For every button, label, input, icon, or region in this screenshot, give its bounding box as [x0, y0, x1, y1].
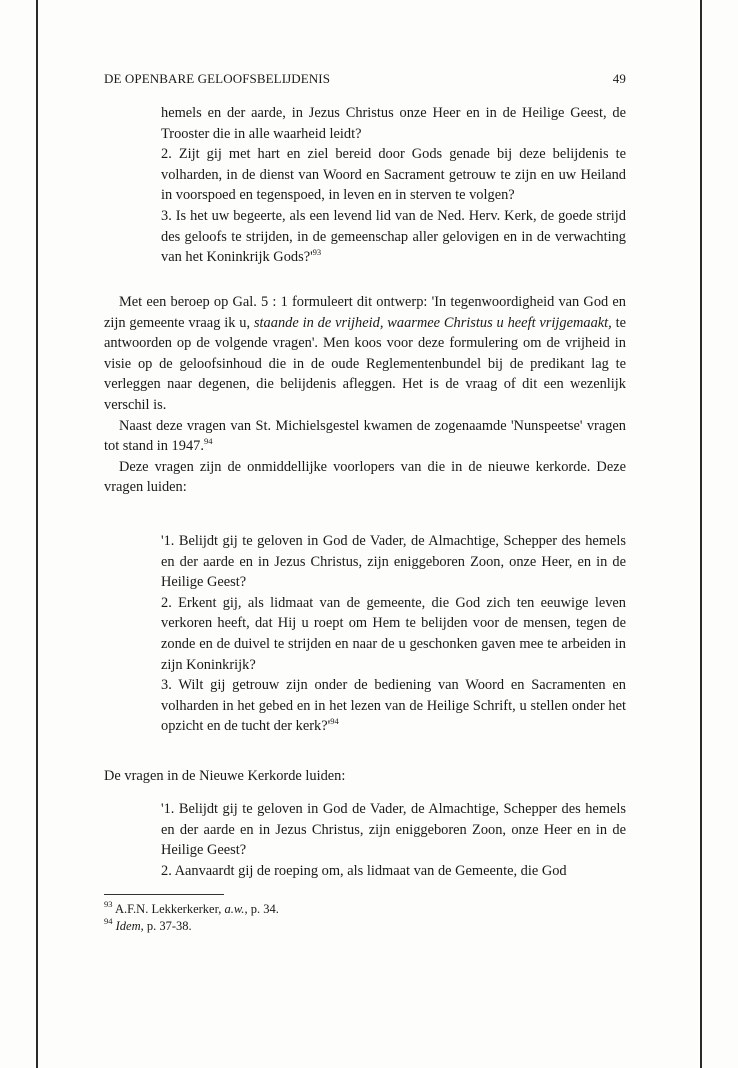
footnote-author: A.F.N. Lekkerkerker,: [114, 902, 225, 916]
footnote-rest: , p. 34.: [244, 902, 279, 916]
paragraph: De vragen in de Nieuwe Kerkorde luiden:: [104, 768, 346, 784]
footnote-italic: Idem,: [115, 919, 144, 933]
quote-paragraph: '1. Belijdt gij te geloven in God de Vader, de Almachtige, Schepper des hemels en der aarde en in Jezus Christus, zijn eniggeboren Zoon, onze Heer en in de Heilige Geest?: [161, 801, 626, 859]
text-run: te antwoorden op de volgende vragen'. Men koos voor deze formulering om de vrijheid in visie op de geloofsinhoud die in de oude Reglementenbundel bij de predikant lag te verleggen naar degenen, die belijdenis afleggen. Het is de vraag of dit een wezenlijk verschil is.: [104, 314, 627, 413]
footnote-number: 94: [104, 916, 113, 926]
body-text-1: [104, 292, 626, 498]
quote-text: 3. Is het uw begeerte, als een levend lid van de Ned. Herv. Kerk, de goede strijd des geloofs te strijden, in de gemeenschap aller gelovigen en in de verwachting van het Koninkrijk Gods?': [161, 207, 626, 266]
left-binding-line: [36, 0, 38, 1068]
footnote-ref: 94: [203, 436, 213, 447]
footnote-ref: 94: [330, 716, 339, 727]
quote-paragraph: 2. Aanvaardt gij de roeping om, als lidmaat van de Gemeente, die God: [161, 862, 567, 879]
page-number: 49: [612, 71, 626, 86]
footnote: [104, 918, 626, 935]
text-run: Naast deze vragen van St. Michielsgestel kwamen de zogenaamde 'Nunspeetse' vragen tot stand in 1947.: [104, 417, 626, 455]
paragraph: [104, 416, 626, 457]
running-title: DE OPENBARE GELOOFSBELIJDENIS: [104, 71, 331, 86]
footnote-number: 93: [104, 899, 113, 909]
paragraph: Deze vragen zijn de onmiddellijke voorlopers van die in de nieuwe kerkorde. Deze vragen luiden:: [104, 458, 626, 496]
quote-paragraph: [161, 206, 626, 268]
quote-block-1: [161, 103, 626, 268]
footnote: [104, 901, 626, 918]
footnotes: [104, 901, 626, 935]
quote-paragraph: 2. Erkent gij, als lidmaat van de gemeente, die God zich ten eeuwige leven verkoren heeft, dat Hij u roept om Hem te belijden voor de mensen, tegen de zonde en de duivel te strijden en naar de u geschonken gaven mee te arbeiden in zijn Koninkrijk?: [161, 594, 626, 673]
quote-paragraph: [161, 675, 626, 737]
paragraph: [104, 292, 626, 416]
quote-paragraph: 2. Zijt gij met hart en ziel bereid door Gods genade bij deze belijdenis te volharden, in de dienst van Woord en Sacrament getrouw te zijn en uw Heiland in voorspoed en tegenspoed, in leven en in sterven te volgen?: [161, 146, 626, 204]
quote-block-3: [161, 799, 626, 881]
right-binding-line: [700, 0, 702, 1068]
quote-paragraph: '1. Belijdt gij te geloven in God de Vader, de Almachtige, Schepper des hemels en der aarde en in Jezus Christus, zijn eniggeboren Zoon, onze Heer, en in de Heilige Geest?: [161, 533, 626, 591]
footnote-italic: a.w.: [224, 902, 245, 916]
text-run: Met een beroep op Gal. 5 : 1 formuleert dit ontwerp: 'In tegenwoordigheid van God en zijn gemeente vraag ik u,: [104, 294, 626, 331]
quote-block-2: [161, 531, 626, 737]
body-text-2: [104, 766, 626, 787]
italic-text: staande in de vrijheid, waarmee Christus u heeft vrijgemaakt,: [253, 314, 612, 331]
quote-paragraph: hemels en der aarde, in Jezus Christus onze Heer en in de Heilige Geest, de Trooster die in alle waarheid leidt?: [161, 105, 626, 142]
footnote-divider: [104, 894, 224, 895]
footnote-ref: 93: [312, 247, 322, 258]
footnote-rest: p. 37-38.: [143, 919, 192, 933]
quote-text: 3. Wilt gij getrouw zijn onder de bediening van Woord en Sacramenten en volharden in het gebed en in het lezen van de Heilige Schrift, u stellen onder het opzicht en de tucht der kerk?': [161, 677, 626, 735]
